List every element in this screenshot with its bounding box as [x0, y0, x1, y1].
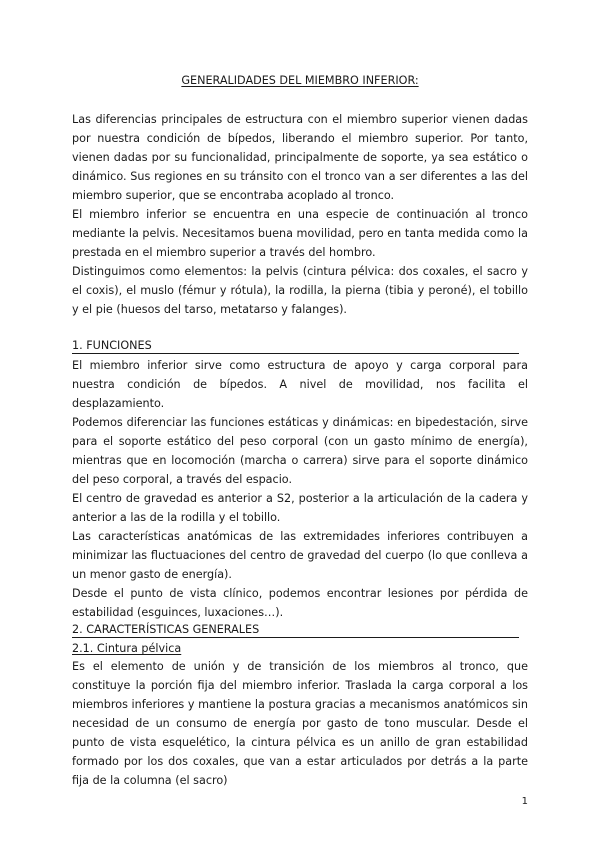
intro-paragraph: El miembro inferior se encuentra en una especie de continuación al tronco mediante la pelvis. Necesitamos buena movilidad, pero en tanta medida como la prestada en el miembro superior a través del hombro. [72, 208, 528, 259]
document-title [72, 72, 528, 90]
intro-paragraph: Las diferencias principales de estructura con el miembro superior vienen dadas por nuestra condición de bípedos, liberando el miembro superior. Por tanto, vienen dadas por su funcionalidad, principalmente de soporte, ya sea estático o dinámico. Sus regiones en su tránsito con el tronco van a ser diferentes a las del miembro superior, que se encontraba acoplado al tronco. [72, 113, 528, 202]
section-heading-funciones: 1. FUNCIONES [72, 338, 519, 354]
cintura-pelvica-block [72, 657, 528, 790]
subheading-cintura-pelvica: 2.1. Cintura pélvica [72, 642, 182, 655]
funciones-paragraph: Desde el punto de vista clínico, podemos encontrar lesiones por pérdida de estabilidad (esguinces, luxaciones…). [72, 587, 528, 619]
intro-paragraph: Distinguimos como elementos: la pelvis (cintura pélvica: dos coxales, el sacro y el coxis), el muslo (fémur y rótula), la rodilla, la pierna (tibia y peroné), el tobillo y el pie (huesos del tarso, metatarso y falanges). [72, 265, 528, 316]
document-title-text: GENERALIDADES DEL MIEMBRO INFERIOR: [181, 74, 419, 87]
funciones-paragraph: El centro de gravedad es anterior a S2, posterior a la articulación de la cadera y anterior a las de la rodilla y el tobillo. [72, 492, 528, 524]
cintura-pelvica-paragraph: Es el elemento de unión y de transición de los miembros al tronco, que constituye la porción fija del miembro inferior. Traslada la carga corporal a los miembros inferiores y mantiene la postura gracias a mecanismos anatómicos sin necesidad de un consumo de energía por gasto de tono muscular. Desde el punto de vista esquelético, la cintura pélvica es un anillo de gran estabilidad formado por los dos coxales, que van a estar articulados por detrás a la parte fija de la columna (el sacro) [72, 660, 528, 787]
section-heading-caracteristicas: 2. CARACTERÍSTICAS GENERALES [72, 622, 519, 638]
page-number: 1 [521, 796, 528, 807]
funciones-paragraph: El miembro inferior sirve como estructura de apoyo y carga corporal para nuestra condición de bípedos. A nivel de movilidad, nos facilita el desplazamiento. [72, 359, 528, 410]
funciones-block [72, 356, 528, 622]
funciones-paragraph: Podemos diferenciar las funciones estáticas y dinámicas: en bipedestación, sirve para el soporte estático del peso corporal (con un gasto mínimo de energía), mientras que en locomoción (marcha o carrera) sirve para el soporte dinámico del peso corporal, a través del espacio. [72, 416, 528, 486]
funciones-paragraph: Las características anatómicas de las extremidades inferiores contribuyen a minimizar las fluctuaciones del centro de gravedad del cuerpo (lo que conlleva a un menor gasto de energía). [72, 530, 528, 581]
intro-block [72, 110, 528, 319]
